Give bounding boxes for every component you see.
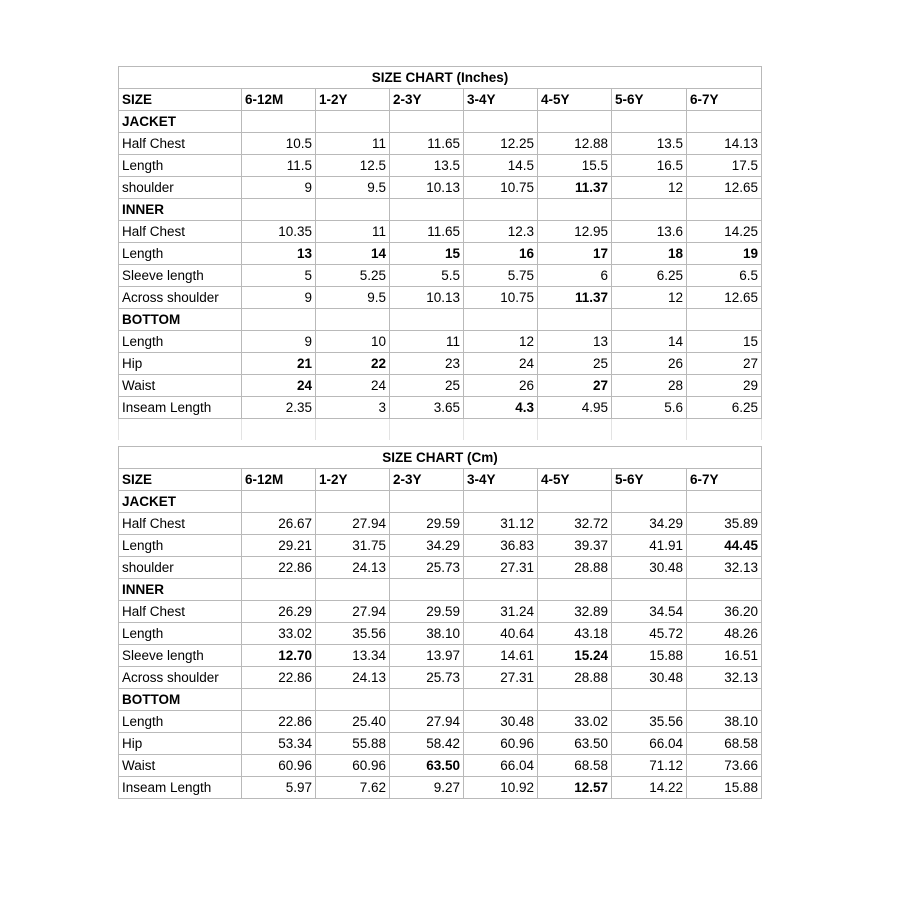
measurement-value: 14.22 [612,777,687,799]
size-header-row [119,469,762,491]
chart-title-row [119,67,762,89]
measurement-value: 15 [390,243,464,265]
measurement-value: 19 [687,243,762,265]
measurement-value: 28 [612,375,687,397]
empty-cell [242,309,316,331]
chart-title: SIZE CHART (Inches) [119,67,762,89]
measurement-value: 18 [612,243,687,265]
measurement-value: 34.29 [612,513,687,535]
measurement-value: 6.25 [687,397,762,419]
size-header-label: SIZE [119,89,242,111]
measurement-value: 35.56 [612,711,687,733]
measurement-value: 68.58 [538,755,612,777]
empty-cell [687,579,762,601]
table-row [119,265,762,287]
size-chart-cm-table [118,446,762,799]
size-column-header: 2-3Y [390,89,464,111]
table-row [119,375,762,397]
measurement-value: 11.37 [538,177,612,199]
measurement-value: 14.13 [687,133,762,155]
section-row [119,491,762,513]
measurement-value: 6.5 [687,265,762,287]
empty-cell [390,419,464,440]
empty-cell [538,579,612,601]
measurement-value: 26 [464,375,538,397]
empty-cell [242,491,316,513]
measurement-value: 30.48 [612,667,687,689]
empty-cell [538,419,612,440]
table-row [119,711,762,733]
measurement-value: 12 [612,287,687,309]
measurement-value: 27 [538,375,612,397]
empty-cell [464,689,538,711]
measurement-value: 44.45 [687,535,762,557]
measurement-label: shoulder [119,177,242,199]
measurement-value: 10.92 [464,777,538,799]
measurement-value: 10.35 [242,221,316,243]
measurement-value: 12.57 [538,777,612,799]
measurement-label: Sleeve length [119,265,242,287]
measurement-value: 9 [242,287,316,309]
measurement-value: 60.96 [242,755,316,777]
measurement-label: Length [119,711,242,733]
measurement-value: 15.5 [538,155,612,177]
empty-cell [612,419,687,440]
empty-cell [538,309,612,331]
empty-cell [464,111,538,133]
section-row [119,689,762,711]
measurement-label: Hip [119,733,242,755]
measurement-value: 12.88 [538,133,612,155]
table-row [119,155,762,177]
measurement-value: 15.88 [612,645,687,667]
measurement-value: 24.13 [316,557,390,579]
size-chart-inches-table [118,66,762,440]
measurement-value: 25.73 [390,557,464,579]
table-row [119,353,762,375]
measurement-value: 11 [316,221,390,243]
measurement-value: 14.61 [464,645,538,667]
measurement-value: 60.96 [316,755,390,777]
section-heading: JACKET [119,491,242,513]
measurement-value: 4.3 [464,397,538,419]
measurement-value: 66.04 [464,755,538,777]
measurement-label: Length [119,623,242,645]
section-heading: BOTTOM [119,689,242,711]
measurement-label: Half Chest [119,221,242,243]
size-column-header: 4-5Y [538,89,612,111]
table-row [119,623,762,645]
section-row [119,111,762,133]
table-row [119,535,762,557]
measurement-value: 35.56 [316,623,390,645]
measurement-value: 12.95 [538,221,612,243]
measurement-label: Across shoulder [119,287,242,309]
measurement-label: Hip [119,353,242,375]
empty-cell [242,419,316,440]
empty-cell [687,199,762,221]
measurement-value: 17 [538,243,612,265]
measurement-value: 5 [242,265,316,287]
measurement-value: 34.54 [612,601,687,623]
measurement-value: 22.86 [242,667,316,689]
empty-cell [612,309,687,331]
empty-cell [464,309,538,331]
measurement-value: 45.72 [612,623,687,645]
measurement-value: 6.25 [612,265,687,287]
measurement-value: 12.70 [242,645,316,667]
size-column-header: 3-4Y [464,469,538,491]
measurement-value: 3.65 [390,397,464,419]
empty-cell [612,199,687,221]
measurement-value: 27.31 [464,667,538,689]
section-row [119,199,762,221]
measurement-value: 13.97 [390,645,464,667]
empty-cell [242,111,316,133]
measurement-value: 11.37 [538,287,612,309]
measurement-value: 32.72 [538,513,612,535]
measurement-value: 14 [316,243,390,265]
measurement-value: 5.6 [612,397,687,419]
empty-cell [390,689,464,711]
measurement-value: 12.5 [316,155,390,177]
measurement-value: 30.48 [612,557,687,579]
measurement-value: 9.5 [316,177,390,199]
measurement-value: 55.88 [316,733,390,755]
table-row [119,777,762,799]
size-column-header: 4-5Y [538,469,612,491]
table-row [119,733,762,755]
empty-cell [390,579,464,601]
measurement-value: 66.04 [612,733,687,755]
measurement-value: 25.40 [316,711,390,733]
size-column-header: 2-3Y [390,469,464,491]
empty-cell [242,579,316,601]
measurement-value: 27 [687,353,762,375]
measurement-value: 71.12 [612,755,687,777]
section-heading: JACKET [119,111,242,133]
measurement-value: 13 [242,243,316,265]
measurement-value: 12.3 [464,221,538,243]
measurement-value: 12.65 [687,287,762,309]
measurement-value: 25.73 [390,667,464,689]
measurement-value: 27.31 [464,557,538,579]
measurement-value: 27.94 [316,513,390,535]
measurement-value: 38.10 [687,711,762,733]
measurement-label: Across shoulder [119,667,242,689]
empty-cell [612,689,687,711]
measurement-value: 13.6 [612,221,687,243]
measurement-value: 29 [687,375,762,397]
measurement-value: 32.13 [687,667,762,689]
measurement-label: Half Chest [119,601,242,623]
measurement-value: 9.27 [390,777,464,799]
empty-cell [687,419,762,440]
measurement-value: 29.21 [242,535,316,557]
measurement-label: Length [119,243,242,265]
measurement-value: 5.5 [390,265,464,287]
section-heading: INNER [119,579,242,601]
measurement-value: 58.42 [390,733,464,755]
measurement-value: 21 [242,353,316,375]
measurement-label: Waist [119,755,242,777]
table-row [119,645,762,667]
measurement-value: 15.24 [538,645,612,667]
chart-title: SIZE CHART (Cm) [119,447,762,469]
measurement-label: Inseam Length [119,397,242,419]
empty-cell [316,579,390,601]
measurement-value: 39.37 [538,535,612,557]
empty-cell [316,309,390,331]
measurement-value: 24 [242,375,316,397]
measurement-value: 12 [612,177,687,199]
measurement-value: 12.65 [687,177,762,199]
measurement-value: 26 [612,353,687,375]
empty-cell [390,199,464,221]
measurement-value: 9.5 [316,287,390,309]
measurement-value: 28.88 [538,667,612,689]
measurement-value: 5.97 [242,777,316,799]
measurement-value: 13.5 [612,133,687,155]
measurement-value: 7.62 [316,777,390,799]
measurement-value: 14.5 [464,155,538,177]
measurement-value: 5.25 [316,265,390,287]
empty-cell [687,689,762,711]
measurement-value: 26.67 [242,513,316,535]
table-row [119,177,762,199]
table-row [119,601,762,623]
table-row [119,557,762,579]
measurement-value: 16 [464,243,538,265]
section-heading: INNER [119,199,242,221]
measurement-value: 32.13 [687,557,762,579]
section-row [119,579,762,601]
measurement-value: 12.25 [464,133,538,155]
measurement-value: 11 [390,331,464,353]
empty-cell [612,579,687,601]
measurement-value: 16.5 [612,155,687,177]
empty-cell [538,199,612,221]
measurement-value: 10.75 [464,287,538,309]
measurement-value: 13 [538,331,612,353]
empty-cell [390,309,464,331]
size-header-label: SIZE [119,469,242,491]
measurement-value: 10.5 [242,133,316,155]
size-header-row [119,89,762,111]
empty-cell [316,419,390,440]
empty-cell [316,111,390,133]
measurement-label: Waist [119,375,242,397]
section-row [119,309,762,331]
measurement-value: 33.02 [538,711,612,733]
measurement-value: 36.83 [464,535,538,557]
size-column-header: 6-7Y [687,469,762,491]
measurement-value: 12 [464,331,538,353]
measurement-value: 30.48 [464,711,538,733]
measurement-value: 29.59 [390,513,464,535]
measurement-label: Length [119,155,242,177]
measurement-value: 11.65 [390,133,464,155]
measurement-value: 9 [242,177,316,199]
size-column-header: 1-2Y [316,89,390,111]
chart-title-row [119,447,762,469]
table-row [119,331,762,353]
measurement-value: 68.58 [687,733,762,755]
measurement-value: 3 [316,397,390,419]
empty-cell [464,199,538,221]
measurement-value: 34.29 [390,535,464,557]
empty-cell [687,309,762,331]
measurement-value: 17.5 [687,155,762,177]
size-column-header: 6-12M [242,89,316,111]
measurement-value: 24 [316,375,390,397]
measurement-value: 22 [316,353,390,375]
size-column-header: 6-7Y [687,89,762,111]
spacer-row [119,419,762,440]
size-column-header: 3-4Y [464,89,538,111]
measurement-value: 48.26 [687,623,762,645]
size-column-header: 6-12M [242,469,316,491]
table-row [119,243,762,265]
measurement-label: Inseam Length [119,777,242,799]
empty-cell [538,111,612,133]
measurement-value: 24.13 [316,667,390,689]
measurement-value: 13.34 [316,645,390,667]
size-column-header: 5-6Y [612,469,687,491]
measurement-value: 27.94 [316,601,390,623]
table-row [119,287,762,309]
measurement-value: 10 [316,331,390,353]
measurement-label: Length [119,535,242,557]
measurement-value: 31.24 [464,601,538,623]
table-row [119,221,762,243]
size-column-header: 5-6Y [612,89,687,111]
measurement-value: 43.18 [538,623,612,645]
size-column-header: 1-2Y [316,469,390,491]
measurement-value: 6 [538,265,612,287]
empty-cell [464,579,538,601]
measurement-value: 29.59 [390,601,464,623]
measurement-value: 63.50 [538,733,612,755]
table-row [119,667,762,689]
measurement-value: 25 [538,353,612,375]
measurement-value: 38.10 [390,623,464,645]
measurement-label: Sleeve length [119,645,242,667]
empty-cell [612,491,687,513]
measurement-value: 14.25 [687,221,762,243]
measurement-value: 15 [687,331,762,353]
empty-cell [316,491,390,513]
empty-cell [687,491,762,513]
empty-cell [390,491,464,513]
measurement-value: 53.34 [242,733,316,755]
measurement-value: 14 [612,331,687,353]
measurement-value: 24 [464,353,538,375]
measurement-value: 22.86 [242,711,316,733]
table-row [119,133,762,155]
measurement-value: 4.95 [538,397,612,419]
measurement-value: 73.66 [687,755,762,777]
measurement-value: 13.5 [390,155,464,177]
measurement-value: 27.94 [390,711,464,733]
measurement-value: 9 [242,331,316,353]
measurement-value: 11.65 [390,221,464,243]
table-row [119,397,762,419]
measurement-label: Half Chest [119,133,242,155]
measurement-value: 28.88 [538,557,612,579]
empty-cell [612,111,687,133]
empty-cell [538,689,612,711]
empty-cell [687,111,762,133]
measurement-value: 25 [390,375,464,397]
empty-cell [119,419,242,440]
measurement-label: Length [119,331,242,353]
empty-cell [464,419,538,440]
empty-cell [464,491,538,513]
section-heading: BOTTOM [119,309,242,331]
measurement-value: 32.89 [538,601,612,623]
empty-cell [242,199,316,221]
empty-cell [538,491,612,513]
measurement-value: 60.96 [464,733,538,755]
measurement-value: 10.13 [390,287,464,309]
measurement-value: 35.89 [687,513,762,535]
empty-cell [316,689,390,711]
measurement-value: 40.64 [464,623,538,645]
measurement-value: 33.02 [242,623,316,645]
measurement-value: 36.20 [687,601,762,623]
measurement-value: 15.88 [687,777,762,799]
measurement-value: 22.86 [242,557,316,579]
measurement-value: 10.75 [464,177,538,199]
measurement-value: 11.5 [242,155,316,177]
empty-cell [316,199,390,221]
measurement-value: 41.91 [612,535,687,557]
measurement-value: 11 [316,133,390,155]
measurement-label: Half Chest [119,513,242,535]
measurement-value: 63.50 [390,755,464,777]
measurement-value: 5.75 [464,265,538,287]
measurement-value: 26.29 [242,601,316,623]
measurement-value: 16.51 [687,645,762,667]
table-row [119,755,762,777]
measurement-value: 2.35 [242,397,316,419]
empty-cell [242,689,316,711]
empty-cell [390,111,464,133]
table-row [119,513,762,535]
measurement-value: 23 [390,353,464,375]
measurement-value: 31.75 [316,535,390,557]
measurement-label: shoulder [119,557,242,579]
measurement-value: 31.12 [464,513,538,535]
measurement-value: 10.13 [390,177,464,199]
